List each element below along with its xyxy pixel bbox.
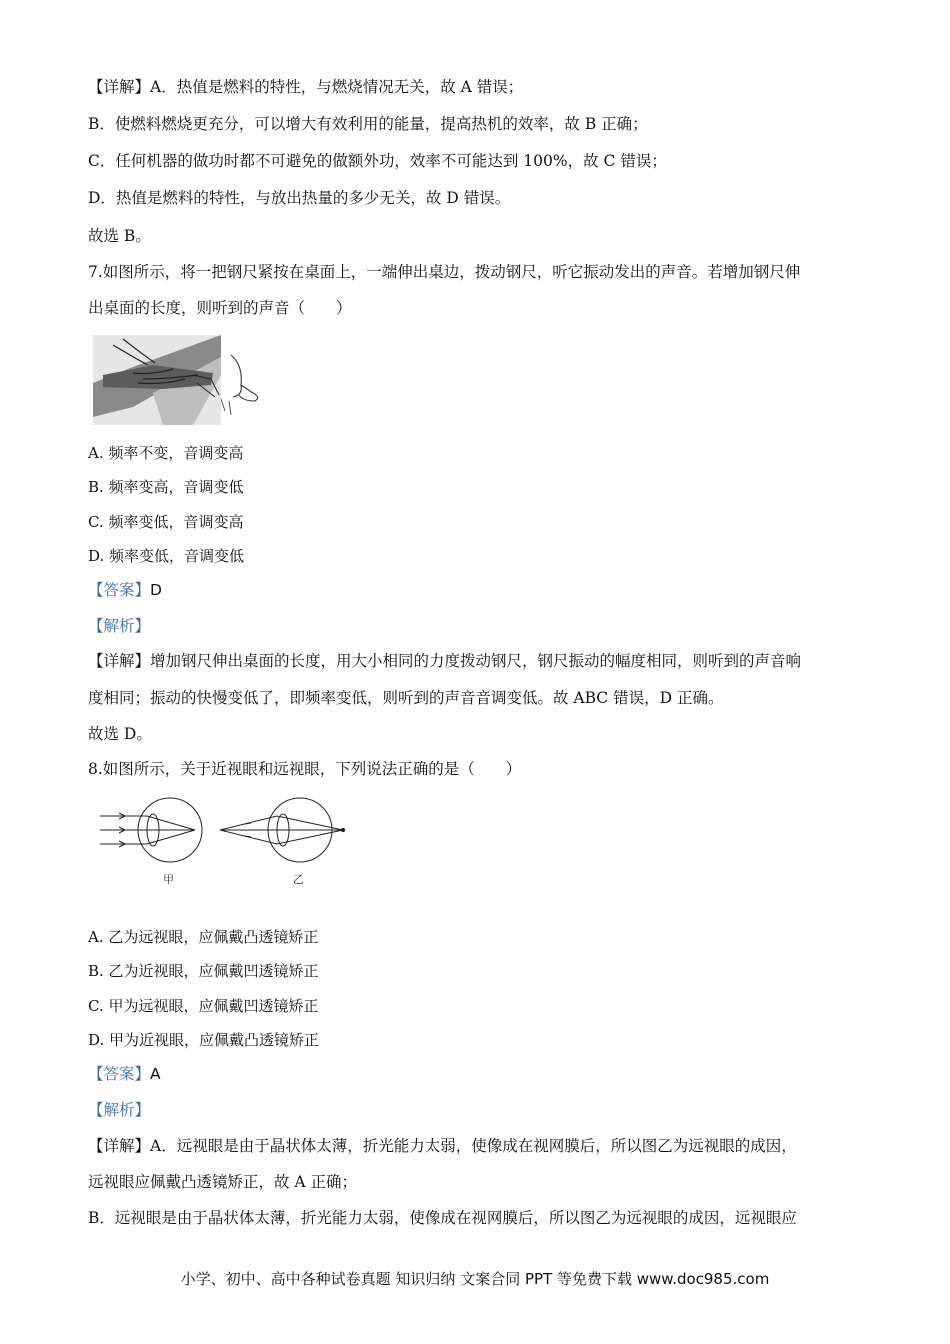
q8-analysis-heading: 【解析】 [88, 1101, 151, 1119]
q8-answer-label: 【答案】 [88, 1065, 151, 1083]
q7-answer-row [88, 580, 162, 600]
q7-analysis-heading: 【解析】 [88, 617, 151, 635]
ruler-desk-figure [93, 335, 271, 427]
eye-label-jia: 甲 [163, 873, 174, 886]
q8-option-d: D. 甲为近视眼，应佩戴凸透镜矫正 [88, 1031, 320, 1049]
q8-option-b-explanation: B．远视眼是由于晶状体太薄，折光能力太弱，使像成在视网膜后，所以图乙为远视眼的成因，远视眼应 [88, 1209, 797, 1227]
q7-answer-label: 【答案】 [88, 581, 151, 599]
q7-option-c: C. 频率变低，音调变高 [88, 513, 244, 531]
q8-option-c: C. 甲为远视眼，应佩戴凹透镜矫正 [88, 997, 319, 1015]
q6-option-d-explanation: D．热值是燃料的特性，与放出热量的多少无关，故 D 错误。 [88, 189, 511, 207]
q7-option-d: D. 频率变低，音调变低 [88, 547, 245, 565]
q7-answer-value: D [150, 581, 162, 599]
eye-jia [100, 798, 202, 862]
q6-option-b-explanation: B．使燃料燃烧更充分，可以增大有效利用的能量，提高热机的效率，故 B 正确； [88, 115, 648, 133]
eye-yi [220, 798, 345, 862]
eye-label-yi: 乙 [293, 873, 304, 886]
q8-stem: 8.如图所示，关于近视眼和远视眼，下列说法正确的是（ ） [88, 760, 522, 778]
page-footer: 小学、初中、高中各种试卷真题 知识归纳 文案合同 PPT 等免费下载 www.doc985.com [180, 1270, 770, 1288]
q8-answer-value: A [150, 1065, 161, 1083]
q6-choose: 故选 B。 [88, 227, 151, 245]
q7-option-a: A. 频率不变，音调变高 [88, 444, 244, 462]
q6-option-c-explanation: C．任何机器的做功时都不可避免的做额外功，效率不可能达到 100%，故 C 错误； [88, 152, 667, 170]
q7-stem-line-1: 7.如图所示，将一把钢尺紧按在桌面上，一端伸出桌边，拨动钢尺，听它振动发出的声音。若增加钢尺伸 [88, 263, 801, 281]
q7-choose: 故选 D。 [88, 725, 152, 743]
q8-answer-row [88, 1064, 161, 1084]
q8-option-b: B. 乙为近视眼，应佩戴凹透镜矫正 [88, 962, 319, 980]
q7-detail-line-1: 【详解】增加钢尺伸出桌面的长度，用大小相同的力度拨动钢尺，钢尺振动的幅度相同，则听到的声音响 [88, 652, 802, 670]
q8-detail-line-1: 【详解】A．远视眼是由于晶状体太薄，折光能力太弱，使像成在视网膜后，所以图乙为远视眼的成因， [88, 1137, 797, 1155]
q8-option-a: A. 乙为远视眼，应佩戴凸透镜矫正 [88, 928, 319, 946]
q7-detail-line-2: 度相同；振动的快慢变低了，即频率变低，则听到的声音音调变低。故 ABC 错误，D 正确。 [88, 689, 724, 707]
q8-detail-line-2: 远视眼应佩戴凸透镜矫正，故 A 正确； [88, 1173, 358, 1191]
eye-diagram-figure [95, 790, 355, 890]
q6-detail-a: 【详解】A．热值是燃料的特性，与燃烧情况无关，故 A 错误； [88, 78, 524, 96]
q7-option-b: B. 频率变高，音调变低 [88, 478, 244, 496]
q7-stem-line-2: 出桌面的长度，则听到的声音（ ） [88, 299, 352, 317]
